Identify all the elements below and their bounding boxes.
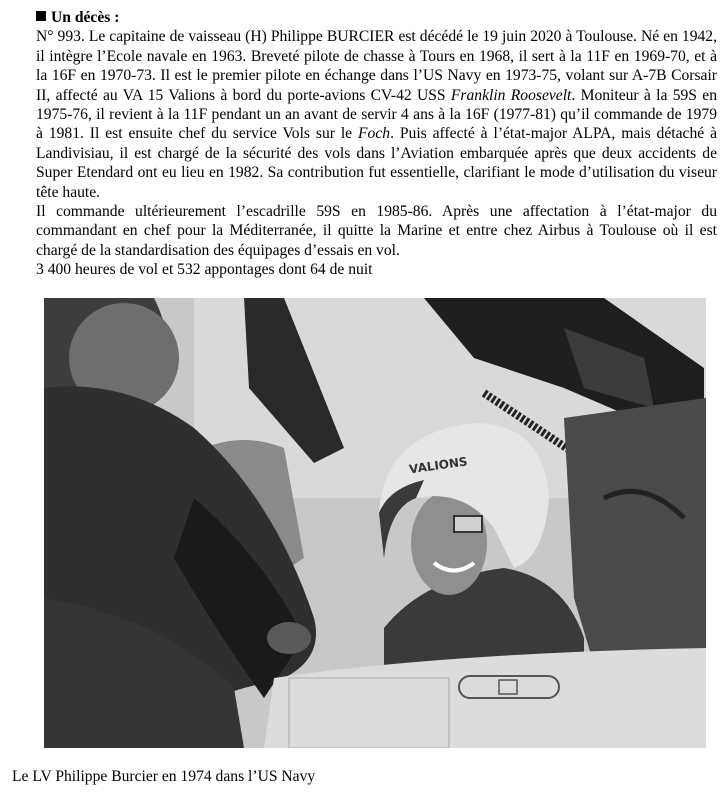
paragraph-text: . Moniteur à la 59S en 1975-76, il revient à la 11F pendant un an avant de servir 4 ans à la 16F (1977-81) qu’il commande de 1979 à 1981. Il est ensuite chef du service Vols sur le [36,86,717,143]
obituary-paragraph-1 [36,27,717,202]
photo-caption: Le LV Philippe Burcier en 1974 dans l’US Navy [12,768,316,785]
black-square-bullet-icon [36,11,46,21]
section-heading [36,8,717,27]
flight-hours-line: 3 400 heures de vol et 532 appontages dont 64 de nuit [36,261,373,279]
ship-name: Franklin Roosevelt [450,86,572,104]
paragraph-text: . Puis affecté à l’état-major ALPA, mais détaché à Landivisiau, il est chargé de la sécurité des vols dans l’Aviation embarquée après que deux accidents de Super Etendard ont eu lieu en 1982. Sa contribution fut essentielle, clarifiant le mode d’utilisation du viseur tête haute. [36,125,717,201]
paragraph-text: N° 993. Le capitaine de vaisseau (H) Philippe BURCIER est décédé le 19 juin 2020 à Toulouse. Né en 1942, il intègre l’Ecole navale en 1963. Breveté pilote de chasse à Tours en 1968, il sert à la 11F en 1969-70, et à la 16F en 1970-73. Il est le premier pilote en échange dans l’US Navy en 1973-75, volant sur A-7B Corsair II, affecté au VA 15 Valions à bord du porte-avions CV-42 USS [36,28,717,104]
pilot-photo [44,298,706,748]
obituary-paragraph-2: Il commande ultérieurement l’escadrille 59S en 1985-86. Après une affectation à l’état-major du commandant en chef pour la Méditerranée, il quitte la Marine et entre chez Airbus à Toulouse où il est chargé de la standardisation des équipages d’essais en vol. [36,203,717,259]
carrier-name: Foch [358,125,391,143]
helmet-text: VALIONS [408,454,469,477]
document-body [36,8,717,280]
heading-title: Un décès : [51,9,120,26]
